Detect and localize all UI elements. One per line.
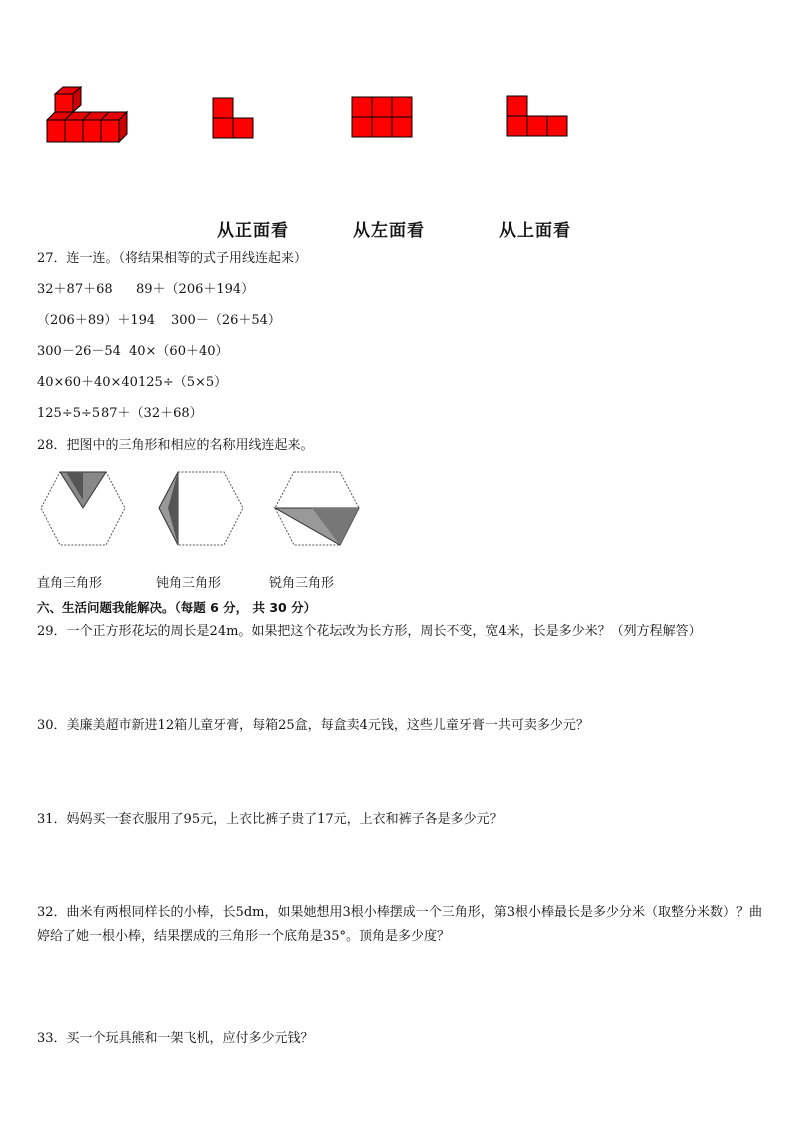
view-label-left: 从左面看 (353, 221, 425, 241)
hexagon-right-triangle-figure (38, 470, 128, 548)
front-view-shape (212, 97, 256, 139)
q27-row-3-left: 300－26－54 (37, 344, 121, 359)
q27-row-2-right: 300－（26＋54） (171, 313, 281, 328)
question-32: 32．曲米有两根同样长的小棒，长5dm，如果她想用3根小棒摆成一个三角形，第3根小棒最长是多少分米（取整分米数）？曲婷给了她一根小棒，结果摆成的三角形一个底角是35°。顶角是多少度？ (37, 905, 763, 944)
q27-row-1-left: 32＋87＋68 (37, 282, 113, 297)
hexagon-acute-triangle-figure (272, 470, 362, 548)
q27-row-2-left: （206＋89）＋194 (37, 313, 156, 328)
q27-title: 27．连一连。（将结果相等的式子用线连起来） (37, 251, 308, 266)
section-six-heading: 六、生活问题我能解决。（每题 6 分， 共 30 分） (37, 600, 317, 615)
label-obtuse-triangle: 钝角三角形 (156, 576, 222, 591)
q27-row-4-right: 125÷（5×5） (138, 375, 228, 390)
label-right-triangle: 直角三角形 (37, 576, 103, 591)
cube-solid-figure (44, 84, 128, 146)
question-31: 31．妈妈买一套衣服用了95元，上衣比裤子贵了17元，上衣和裤子各是多少元？ (37, 812, 503, 827)
top-view-shape (506, 95, 568, 137)
q27-row-5-left: 125÷5÷5 (37, 406, 101, 421)
question-29: 29．一个正方形花坛的周长是24m。如果把这个花坛改为长方形，周长不变，宽4米，长是多少米？（列方程解答） (37, 624, 702, 639)
hexagon-obtuse-triangle-figure (156, 470, 246, 548)
left-view-shape (351, 96, 413, 138)
q27-row-4-left: 40×60＋40×40 (37, 375, 138, 390)
question-33: 33．买一个玩具熊和一架飞机，应付多少元钱？ (37, 1031, 314, 1046)
view-label-top: 从上面看 (499, 221, 571, 241)
label-acute-triangle: 锐角三角形 (269, 576, 335, 591)
q27-row-5-right: 87＋（32＋68） (101, 406, 203, 421)
q27-row-3-right: 40×（60＋40） (129, 344, 229, 359)
q28-title: 28．把图中的三角形和相应的名称用线连起来。 (37, 438, 314, 453)
q27-row-1-right: 89＋（206＋194） (136, 282, 255, 297)
view-label-front: 从正面看 (217, 221, 289, 241)
question-30: 30．美廉美超市新进12箱儿童牙膏，每箱25盒，每盒卖4元钱，这些儿童牙膏一共可卖多少元？ (37, 718, 589, 733)
